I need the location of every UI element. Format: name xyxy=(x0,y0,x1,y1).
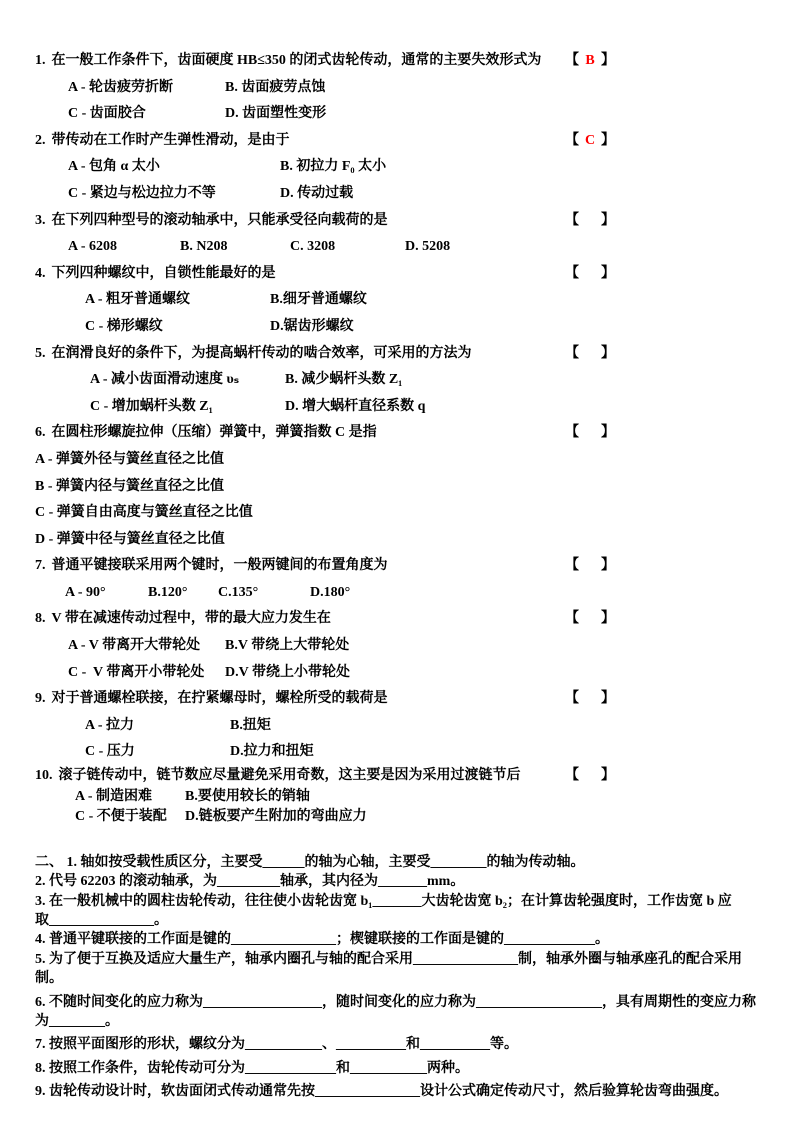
bracket-close: 】 xyxy=(601,345,615,361)
answer-bracket xyxy=(565,766,615,787)
question-number: 8. xyxy=(35,611,46,627)
option-d: D.180° xyxy=(310,584,351,600)
answer-letter: C xyxy=(584,132,596,148)
option-row xyxy=(35,447,774,474)
bracket-close: 】 xyxy=(601,53,615,68)
bracket-open: 【 xyxy=(565,53,579,68)
fill-line-3b: 取_______________。 xyxy=(35,912,168,928)
option-d: D.V 带绕上小带轮处 xyxy=(225,664,350,680)
option-a: A - 6208 xyxy=(68,239,117,255)
option-row xyxy=(35,474,774,501)
bracket-close: 】 xyxy=(601,558,615,574)
bracket-open: 【 xyxy=(565,345,579,361)
question-text: 普通平键接联采用两个键时，一般两键间的布置角度为 xyxy=(51,558,388,574)
option-a: A - 包角 α 太小 xyxy=(68,159,160,175)
option-d: D.链板要产生附加的弯曲应力 xyxy=(185,809,367,825)
answer-bracket xyxy=(565,686,615,713)
fill-blank-section xyxy=(35,853,774,1102)
option-a: A - 粗牙普通螺纹 xyxy=(85,292,190,308)
option-c: C.135° xyxy=(218,584,259,600)
question-5 xyxy=(35,341,774,421)
fill-line-1: 二、 1. 轴如按受载性质区分，主要受______的轴为心轴，主要受________的轴为传动轴。 xyxy=(35,854,585,870)
question-text: 带传动在工作时产生弹性滑动，是由于 xyxy=(51,132,290,148)
question-number: 5. xyxy=(35,345,46,361)
question-4 xyxy=(35,261,774,341)
option-row xyxy=(35,660,774,687)
fill-line-7: 7. 按照平面图形的形状，螺纹分为___________、__________和__________等。 xyxy=(35,1037,518,1053)
option-row xyxy=(35,154,774,181)
question-number: 10. xyxy=(35,768,53,784)
question-text: 滚子链传动中，链节数应尽量避免采用奇数，这主要是因为采用过渡链节后 xyxy=(58,768,521,784)
option-row xyxy=(35,367,774,394)
option-row xyxy=(35,807,774,828)
question-8 xyxy=(35,606,774,686)
option-row xyxy=(35,181,774,208)
question-text: 下列四种螺纹中，自锁性能最好的是 xyxy=(51,265,276,281)
bracket-open: 【 xyxy=(565,768,579,784)
question-text: 在一般工作条件下，齿面硬度 HB≤350 的闭式齿轮传动，通常的主要失效形式为 xyxy=(51,53,542,68)
question-number: 9. xyxy=(35,691,46,707)
option-c: C - V 带离开小带轮处 xyxy=(68,664,205,680)
answer-bracket xyxy=(565,261,615,288)
question-number: 3. xyxy=(35,212,46,228)
option-row xyxy=(35,314,774,341)
question-number: 1. xyxy=(35,53,46,68)
question-7 xyxy=(35,553,774,606)
question-number: 6. xyxy=(35,425,46,441)
question-number: 7. xyxy=(35,558,46,574)
question-number: 4. xyxy=(35,265,46,281)
fill-line-5b: 制。 xyxy=(35,971,63,987)
question-stem xyxy=(35,128,774,155)
bracket-close: 】 xyxy=(601,691,615,707)
option-a: A - 减小齿面滑动速度 υₛ xyxy=(90,372,240,388)
question-3 xyxy=(35,208,774,261)
question-stem xyxy=(35,766,774,787)
question-9 xyxy=(35,686,774,766)
option-b: B. 齿面疲劳点蚀 xyxy=(225,79,326,95)
option-d: D. 增大蜗杆直径系数 q xyxy=(285,398,426,414)
option-a: A - 弹簧外径与簧丝直径之比值 xyxy=(35,451,224,467)
bracket-close: 】 xyxy=(601,265,615,281)
question-number: 2. xyxy=(35,132,46,148)
option-b: B.120° xyxy=(148,584,188,600)
question-text: V 带在减速传动过程中，带的最大应力发生在 xyxy=(51,611,331,627)
bracket-close: 】 xyxy=(601,425,615,441)
option-b: B. N208 xyxy=(180,239,228,255)
option-c: C - 增加蜗杆头数 Z₁ xyxy=(90,398,213,414)
option-b: B.细牙普通螺纹 xyxy=(270,292,367,308)
option-row xyxy=(35,75,774,102)
option-b: B.扭矩 xyxy=(230,717,271,733)
option-c: C - 弹簧自由高度与簧丝直径之比值 xyxy=(35,505,253,521)
question-text: 在圆柱形螺旋拉伸（压缩）弹簧中，弹簧指数 C 是指 xyxy=(51,425,377,441)
option-d: D. 传动过载 xyxy=(280,185,354,201)
option-a: A - 制造困难 xyxy=(75,788,152,804)
option-row xyxy=(35,527,774,554)
option-row xyxy=(35,580,774,607)
bracket-open: 【 xyxy=(565,265,579,281)
fill-line-4: 4. 普通平键联接的工作面是键的_______________；楔键联接的工作面是键的_____________。 xyxy=(35,932,609,948)
option-b: B.V 带绕上大带轮处 xyxy=(225,638,350,654)
fill-line-6: 6. 不随时间变化的应力称为_________________，随时间变化的应力称为__________________，具有周期性的变应力称 xyxy=(35,994,756,1010)
fill-line-5: 5. 为了便于互换及适应大量生产，轴承内圈孔与轴的配合采用_______________制，轴承外圈与轴承座孔的配合采用 xyxy=(35,951,742,967)
option-b: B - 弹簧内径与簧丝直径之比值 xyxy=(35,478,224,494)
question-stem xyxy=(35,208,774,235)
multiple-choice-section xyxy=(35,48,774,828)
question-6 xyxy=(35,420,774,553)
fill-line-2: 2. 代号 62203 的滚动轴承，为_________轴承，其内径为_______mm。 xyxy=(35,874,465,890)
option-b: B. 减少蜗杆头数 Z₁ xyxy=(285,372,403,388)
answer-bracket xyxy=(565,341,615,368)
question-text: 对于普通螺栓联接，在拧紧螺母时，螺栓所受的载荷是 xyxy=(51,691,388,707)
option-b: B.要使用较长的销轴 xyxy=(185,788,310,804)
question-stem xyxy=(35,48,774,75)
question-stem xyxy=(35,420,774,447)
bracket-close: 】 xyxy=(601,611,615,627)
question-stem xyxy=(35,261,774,288)
option-a: A - 轮齿疲劳折断 xyxy=(68,79,173,95)
option-c: C - 压力 xyxy=(85,744,135,760)
option-c: C - 紧边与松边拉力不等 xyxy=(68,185,216,201)
bracket-open: 【 xyxy=(565,611,579,627)
question-10 xyxy=(35,766,774,828)
option-d: D. 5208 xyxy=(405,239,451,255)
answer-bracket xyxy=(565,208,615,235)
answer-bracket xyxy=(565,553,615,580)
question-stem xyxy=(35,341,774,368)
option-c: C - 梯形螺纹 xyxy=(85,318,163,334)
fill-line-6b: 为________。 xyxy=(35,1013,119,1029)
answer-bracket xyxy=(565,48,615,75)
option-row xyxy=(35,234,774,261)
option-a: A - 拉力 xyxy=(85,717,134,733)
answer-bracket xyxy=(565,420,615,447)
option-a: A - 90° xyxy=(65,584,106,600)
question-stem xyxy=(35,686,774,713)
answer-letter: B xyxy=(585,53,595,68)
fill-line-3: 3. 在一般机械中的圆柱齿轮传动，往往使小齿轮齿宽 b₁_______大齿轮齿宽 b₂；在计算齿轮强度时，工作齿宽 b 应 xyxy=(35,893,732,909)
fill-line-8: 8. 按照工作条件，齿轮传动可分为_____________和___________两种。 xyxy=(35,1060,469,1076)
option-row xyxy=(35,713,774,740)
bracket-open: 【 xyxy=(565,212,579,228)
option-row xyxy=(35,287,774,314)
bracket-open: 【 xyxy=(565,691,579,707)
option-c: C - 不便于装配 xyxy=(75,809,167,825)
question-1 xyxy=(35,48,774,128)
bracket-open: 【 xyxy=(565,558,579,574)
bracket-close: 】 xyxy=(601,212,615,228)
option-d: D. 齿面塑性变形 xyxy=(225,106,327,122)
bracket-open: 【 xyxy=(565,132,579,148)
answer-bracket xyxy=(565,606,615,633)
option-d: D.锯齿形螺纹 xyxy=(270,318,354,334)
option-row xyxy=(35,633,774,660)
question-stem xyxy=(35,606,774,633)
option-row xyxy=(35,739,774,766)
option-a: A - V 带离开大带轮处 xyxy=(68,638,201,654)
bracket-close: 】 xyxy=(601,768,615,784)
option-d: D.拉力和扭矩 xyxy=(230,744,314,760)
option-b: B. 初拉力 F₀ 太小 xyxy=(280,159,387,175)
question-text: 在下列四种型号的滚动轴承中，只能承受径向载荷的是 xyxy=(51,212,388,228)
bracket-open: 【 xyxy=(565,425,579,441)
question-text: 在润滑良好的条件下，为提高蜗杆传动的啮合效率，可采用的方法为 xyxy=(51,345,472,361)
option-row xyxy=(35,500,774,527)
option-row xyxy=(35,394,774,421)
answer-bracket xyxy=(565,128,615,155)
bracket-close: 】 xyxy=(601,132,615,148)
option-c: C. 3208 xyxy=(290,239,336,255)
option-row xyxy=(35,101,774,128)
option-c: C - 齿面胶合 xyxy=(68,106,146,122)
fill-line-9: 9. 齿轮传动设计时，软齿面闭式传动通常先按_______________设计公式确定传动尺寸，然后验算轮齿弯曲强度。 xyxy=(35,1084,728,1100)
option-d: D - 弹簧中径与簧丝直径之比值 xyxy=(35,531,225,547)
question-stem xyxy=(35,553,774,580)
option-row xyxy=(35,787,774,808)
question-2 xyxy=(35,128,774,208)
